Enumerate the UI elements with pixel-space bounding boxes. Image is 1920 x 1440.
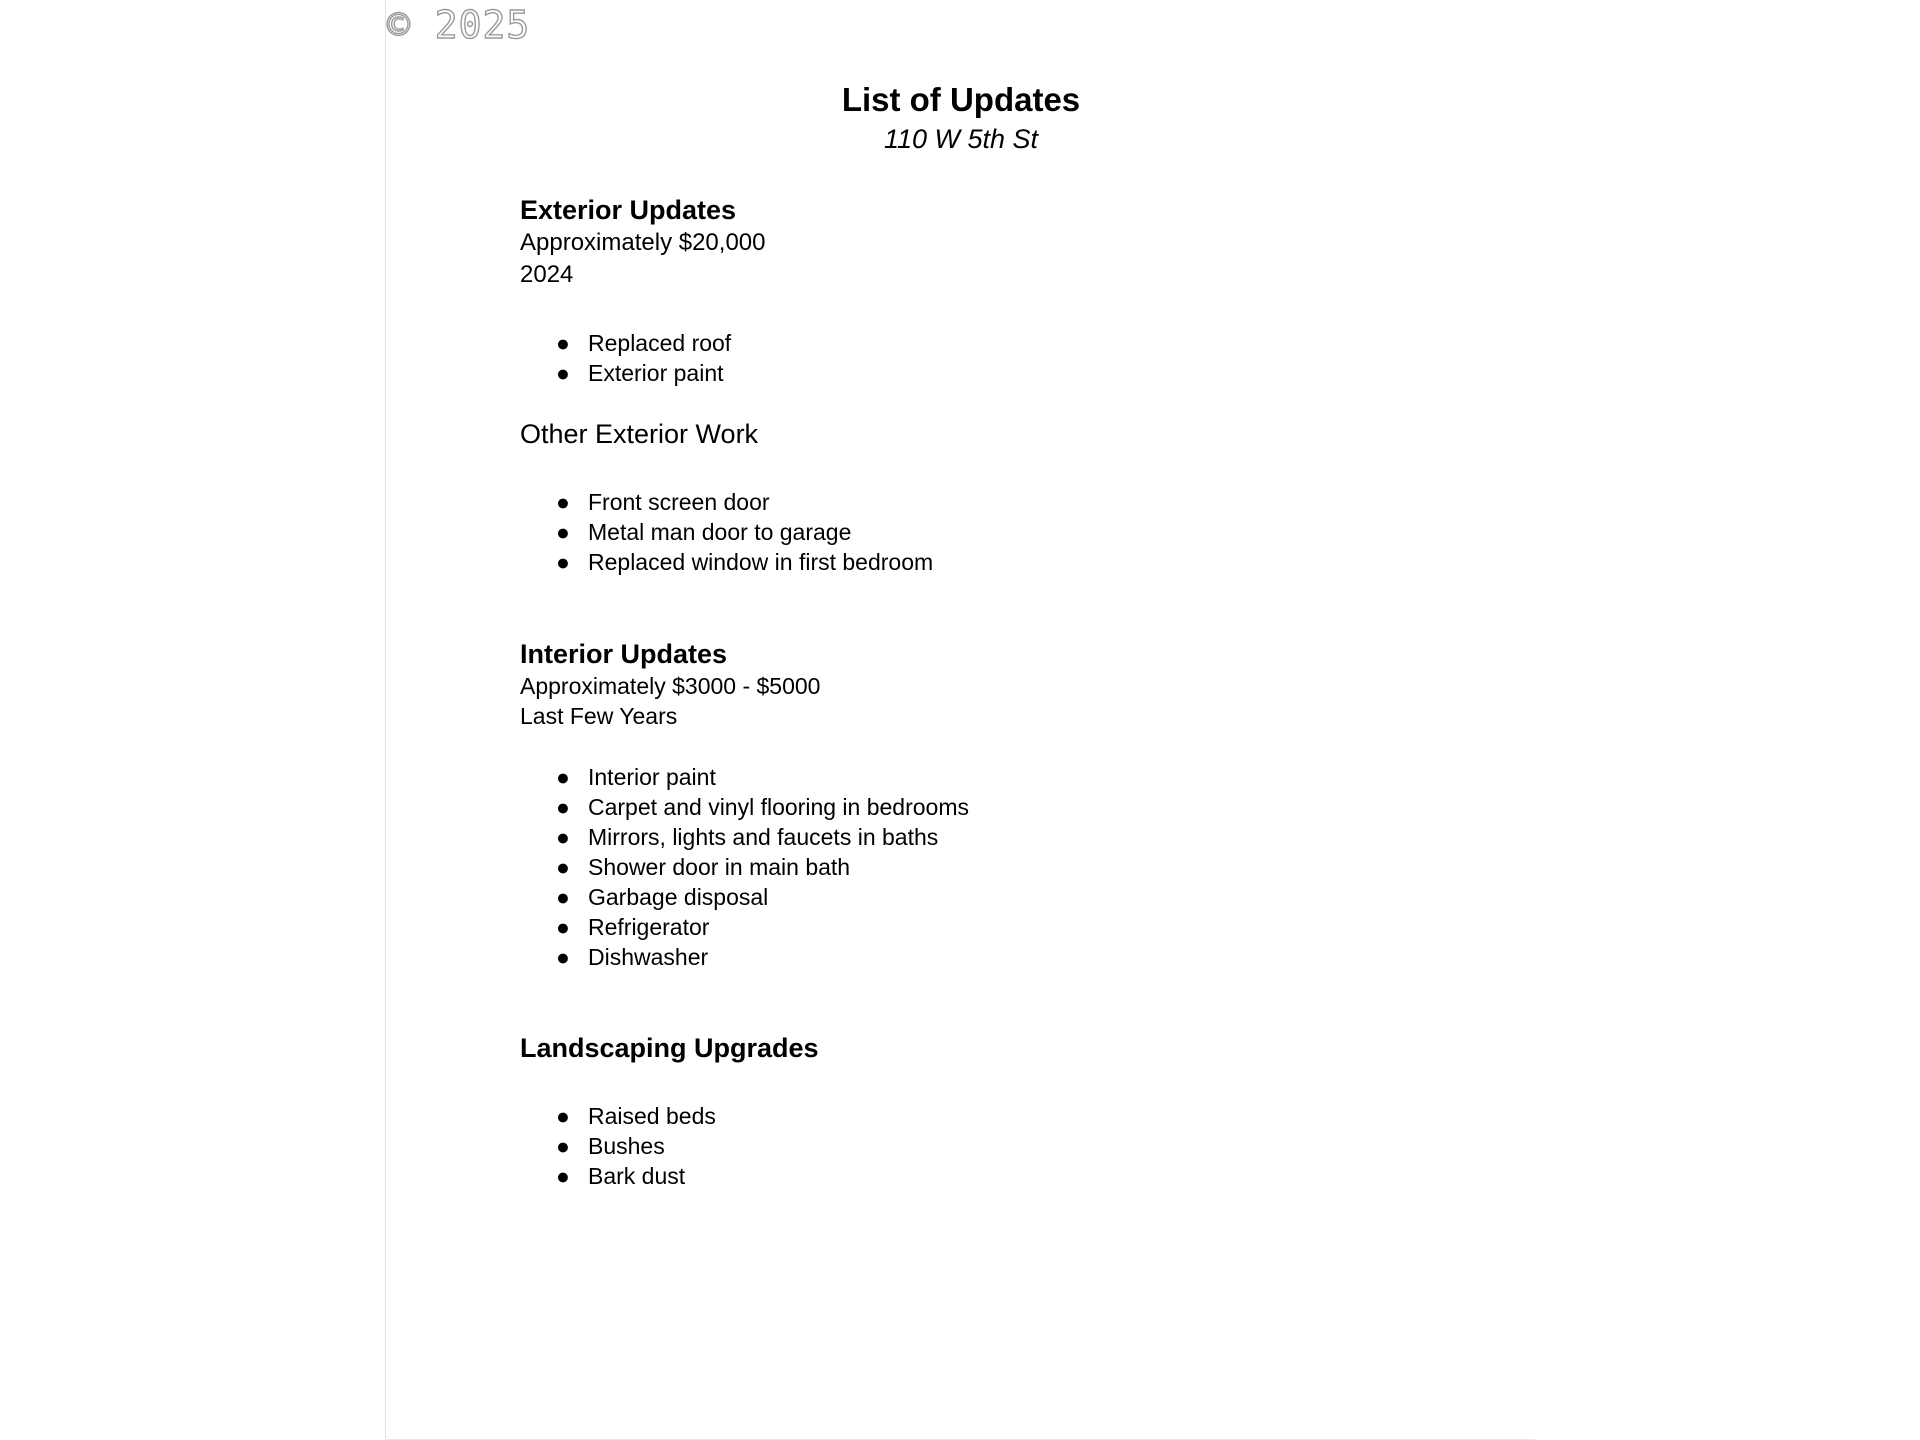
list-item: ● Garbage disposal	[556, 884, 769, 910]
page-subtitle: 110 W 5th St	[883, 124, 1039, 154]
bullet-icon: ●	[556, 884, 570, 910]
interior-cost: Approximately $3000 - $5000	[520, 673, 821, 699]
bullet-icon: ●	[556, 854, 570, 880]
bullet-icon: ●	[556, 1103, 570, 1129]
exterior-updates-heading: Exterior Updates	[520, 195, 737, 225]
bullet-icon: ●	[556, 944, 570, 970]
bullet-icon: ●	[556, 489, 570, 515]
bullet-icon: ●	[556, 549, 570, 575]
exterior-cost: Approximately $20,000	[520, 229, 766, 256]
list-item: ● Refrigerator	[556, 914, 710, 940]
other-exterior-section	[520, 417, 758, 451]
list-item: ● Mirrors, lights and faucets in baths	[556, 824, 939, 850]
exterior-updates-list	[520, 328, 731, 388]
exterior-year: 2024	[520, 261, 574, 288]
interior-updates-section	[520, 637, 820, 731]
list-item: ● Metal man door to garage	[556, 519, 852, 545]
list-item: ● Dishwasher	[556, 944, 709, 970]
bullet-icon: ●	[556, 330, 570, 356]
interior-updates-heading: Interior Updates	[520, 639, 728, 669]
list-item: ● Front screen door	[556, 489, 770, 515]
list-item: ● Replaced roof	[556, 330, 732, 356]
exterior-updates-section	[520, 193, 765, 291]
list-item: ● Bushes	[556, 1133, 665, 1159]
other-exterior-heading: Other Exterior Work	[520, 419, 759, 449]
copyright-watermark: © 2025	[387, 3, 531, 47]
list-item: ● Exterior paint	[556, 360, 724, 386]
list-item: ● Replaced window in first bedroom	[556, 549, 934, 575]
list-item: ● Carpet and vinyl flooring in bedrooms	[556, 794, 969, 820]
interior-updates-list	[520, 762, 969, 972]
list-item: ● Shower door in main bath	[556, 854, 851, 880]
landscaping-heading: Landscaping Upgrades	[520, 1033, 819, 1063]
bullet-icon: ●	[556, 1133, 570, 1159]
bullet-icon: ●	[556, 519, 570, 545]
list-item: ● Interior paint	[556, 764, 716, 790]
bullet-icon: ●	[556, 1163, 570, 1189]
list-item: ● Raised beds	[556, 1103, 716, 1129]
bullet-icon: ●	[556, 914, 570, 940]
list-item: ● Bark dust	[556, 1163, 686, 1189]
landscaping-section	[520, 1031, 819, 1065]
page-title: List of Updates	[841, 81, 1081, 118]
page-left-edge	[385, 0, 386, 1440]
other-exterior-list	[520, 487, 933, 577]
bullet-icon: ●	[556, 764, 570, 790]
interior-timeframe: Last Few Years	[520, 703, 678, 729]
bullet-icon: ●	[556, 794, 570, 820]
bullet-icon: ●	[556, 360, 570, 386]
landscaping-list	[520, 1101, 716, 1191]
bullet-icon: ●	[556, 824, 570, 850]
